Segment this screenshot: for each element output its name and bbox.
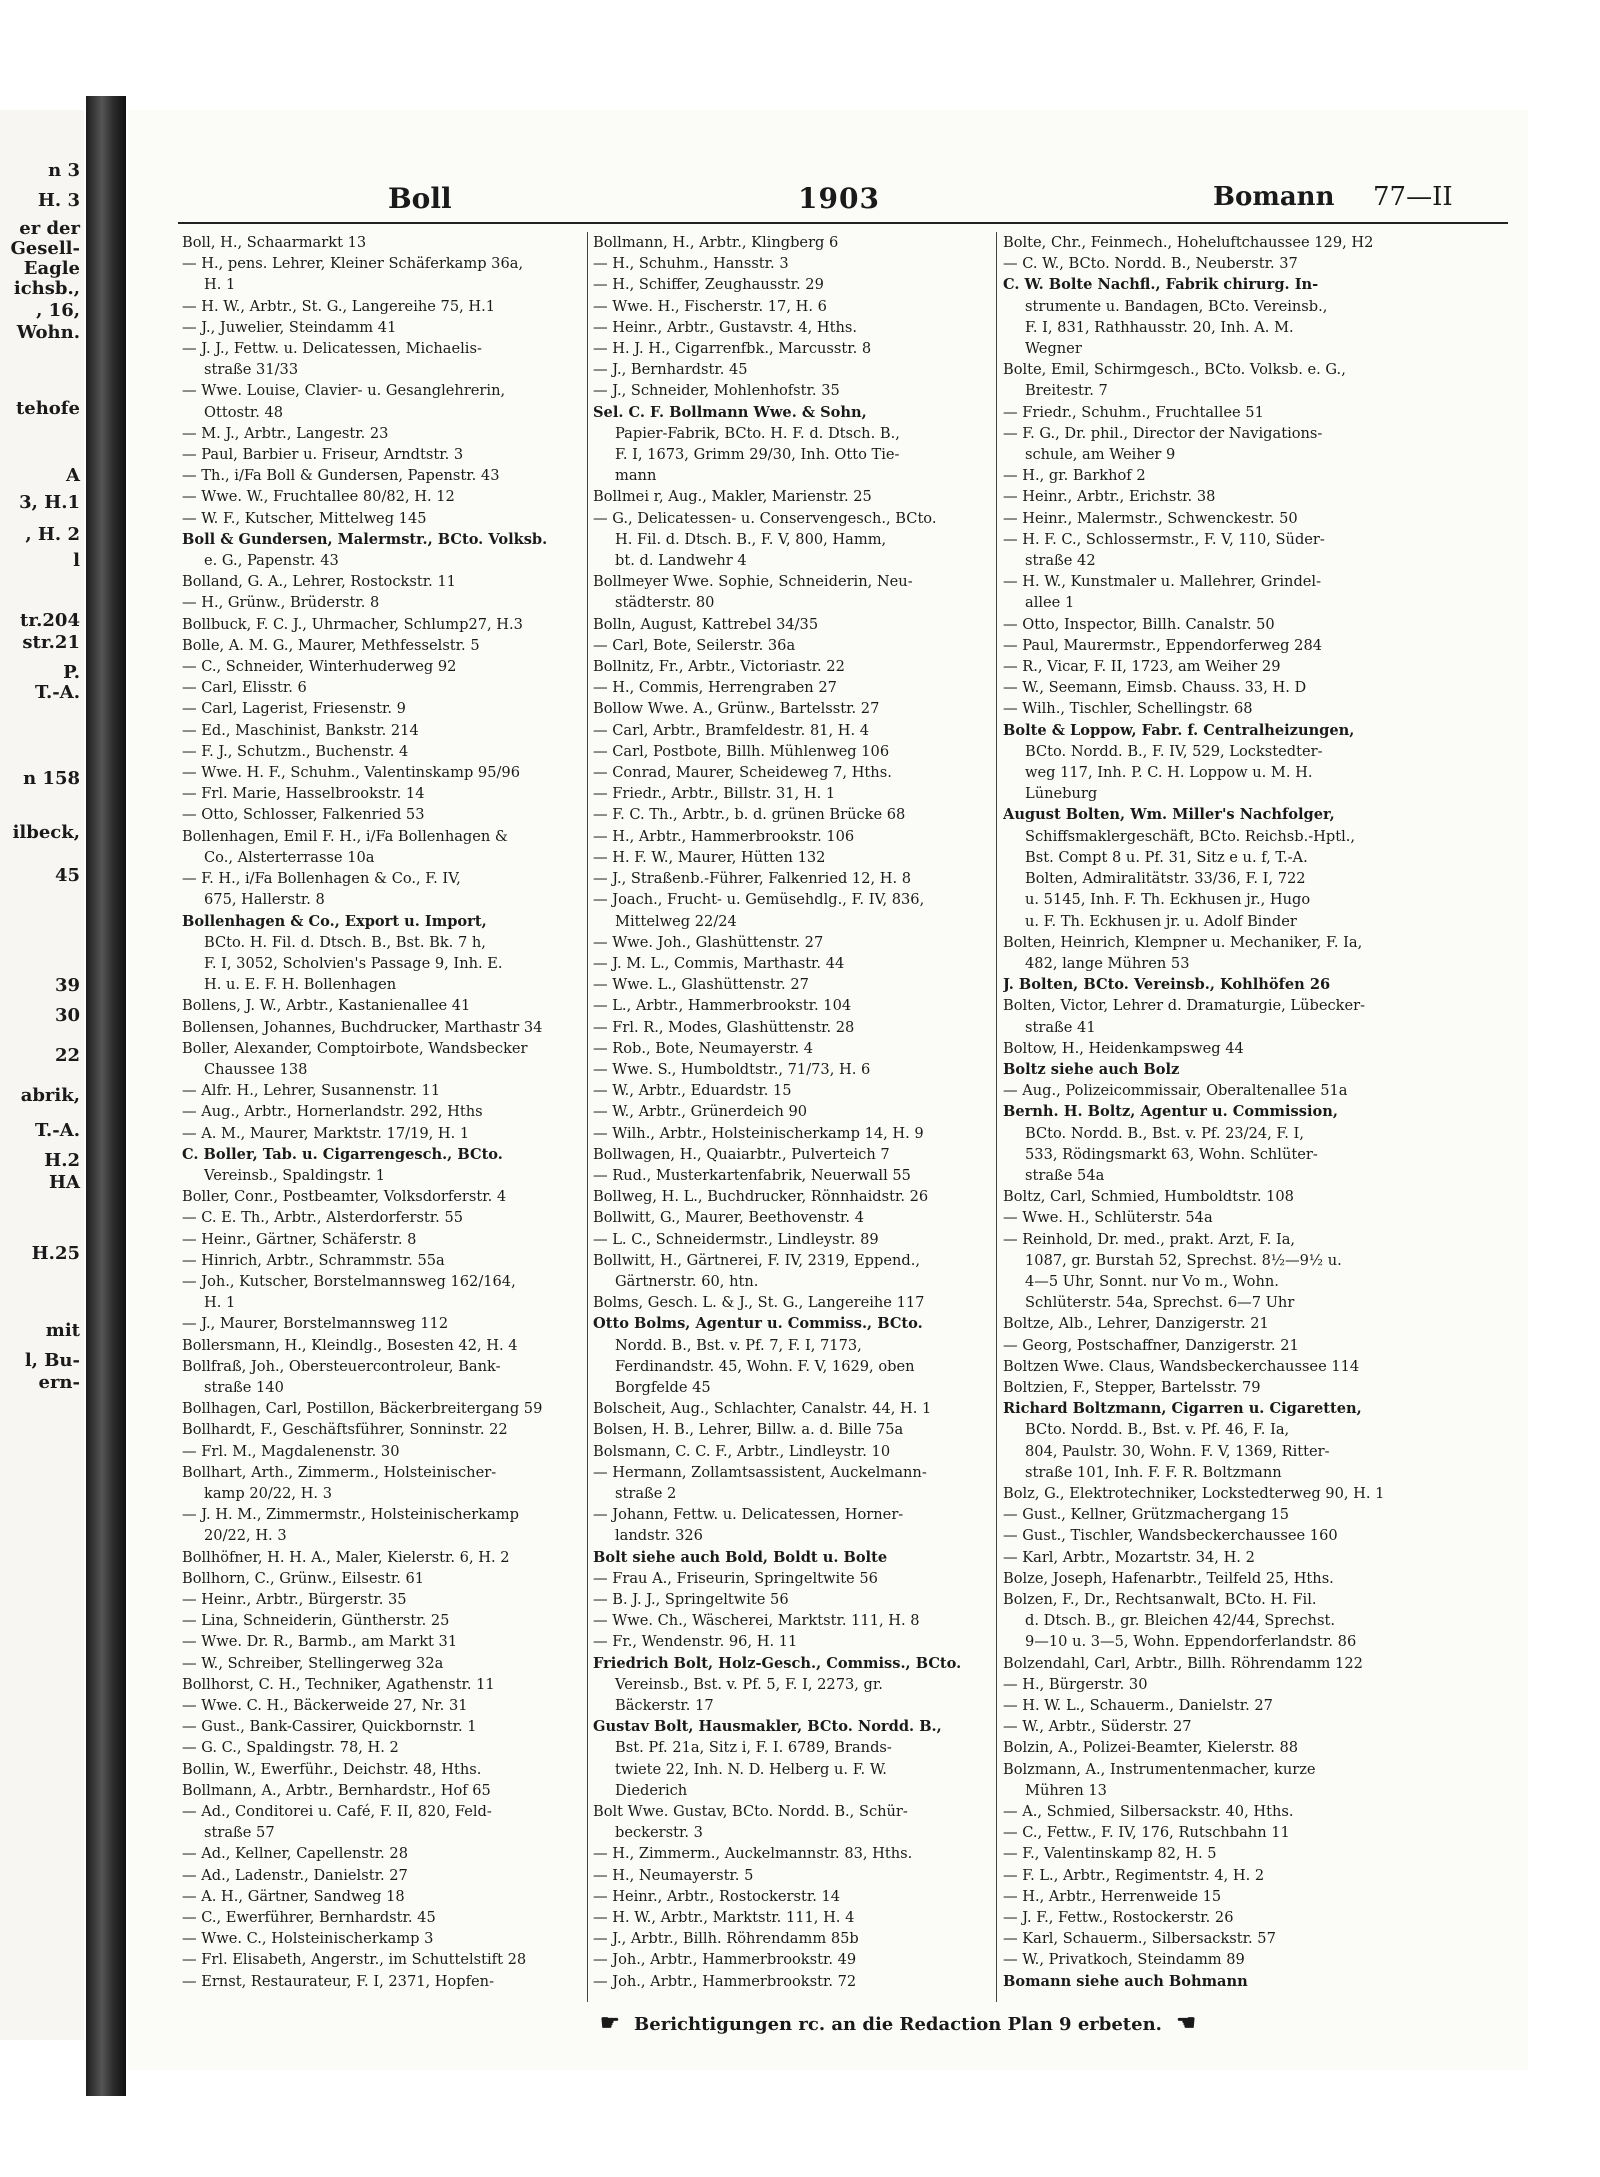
entry-continuation: Mittelweg 22/24 [615, 912, 737, 930]
directory-entry: — H. W., Arbtr., Marktstr. 111, H. 4 [593, 1909, 855, 1927]
entry-continuation: Vereinsb., Spaldingstr. 1 [204, 1166, 386, 1184]
directory-entry: — Paul, Barbier u. Friseur, Arndtstr. 3 [182, 446, 464, 464]
directory-entry: — G. C., Spaldingstr. 78, H. 2 [182, 1739, 399, 1757]
facing-page-text-fragment: Wohn. [16, 322, 80, 343]
directory-entry: — J. J., Fettw. u. Delicatessen, Michaelis- [182, 340, 482, 358]
directory-entry: — Heinr., Arbtr., Rostockerstr. 14 [593, 1887, 841, 1905]
directory-entry: — Gust., Bank-Cassirer, Quickbornstr. 1 [182, 1718, 477, 1736]
directory-column-2 [593, 232, 993, 1992]
directory-entry: Bolten, Victor, Lehrer d. Dramaturgie, Lübecker- [1003, 997, 1366, 1015]
directory-entry: Bollwagen, H., Quaiarbtr., Pulverteich 7 [593, 1145, 890, 1163]
directory-entry: C. Boller, Tab. u. Cigarrengesch., BCto. [182, 1145, 503, 1163]
directory-entry: Bomann siehe auch Bohmann [1003, 1972, 1248, 1990]
facing-page-text-fragment: ilbeck, [12, 822, 80, 843]
entry-continuation: Ottostr. 48 [204, 403, 284, 421]
directory-entry: — Carl, Lagerist, Friesenstr. 9 [182, 700, 406, 718]
directory-entry: Bollwitt, H., Gärtnerei, F. IV, 2319, Eppend., [593, 1251, 921, 1269]
directory-entry: Bolsen, H. B., Lehrer, Billw. a. d. Bille 75a [593, 1421, 904, 1439]
directory-entry: Bolland, G. A., Lehrer, Rostockstr. 11 [182, 573, 456, 591]
directory-entry: Bollin, W., Ewerführ., Deichstr. 48, Hths. [182, 1760, 482, 1778]
directory-entry: — W., Privatkoch, Steindamm 89 [1003, 1951, 1245, 1969]
directory-entry: — J. M. L., Commis, Marthastr. 44 [593, 954, 845, 972]
entry-continuation: mann [615, 467, 657, 485]
entry-continuation: straße 101, Inh. F. F. R. Boltzmann [1025, 1463, 1282, 1481]
entry-continuation: kamp 20/22, H. 3 [204, 1484, 332, 1502]
directory-entry: Bollweg, H. L., Buchdrucker, Rönnhaidstr. 26 [593, 1188, 929, 1206]
directory-entry: Gustav Bolt, Hausmakler, BCto. Nordd. B., [593, 1718, 942, 1736]
directory-entry: — Heinr., Arbtr., Gustavstr. 4, Hths. [593, 318, 858, 336]
header-first-name: Boll [388, 182, 452, 215]
entry-continuation: 20/22, H. 3 [204, 1527, 287, 1545]
directory-entry: — Aug., Arbtr., Hornerlandstr. 292, Hths [182, 1103, 483, 1121]
facing-page-text-fragment: T.-A. [34, 682, 80, 703]
directory-entry: — H. W., Arbtr., St. G., Langereihe 75, H.1 [182, 297, 496, 315]
entry-continuation: Lüneburg [1025, 785, 1098, 803]
directory-entry: — Wwe. Dr. R., Barmb., am Markt 31 [182, 1633, 458, 1651]
header-last-name: Bomann [1213, 182, 1335, 212]
directory-entry: — F., Valentinskamp 82, H. 5 [1003, 1845, 1217, 1863]
directory-entry: Bolten, Heinrich, Klempner u. Mechaniker, F. Ia, [1003, 933, 1363, 951]
directory-entry: — A. H., Gärtner, Sandweg 18 [182, 1887, 405, 1905]
entry-continuation: städterstr. 80 [615, 594, 715, 612]
entry-continuation: bt. d. Landwehr 4 [615, 552, 747, 570]
entry-continuation: straße 31/33 [204, 361, 299, 379]
directory-entry: — Frau A., Friseurin, Springeltwite 56 [593, 1569, 878, 1587]
directory-entry: — Heinr., Gärtner, Schäferstr. 8 [182, 1230, 417, 1248]
directory-entry: — Wwe. C. H., Bäckerweide 27, Nr. 31 [182, 1697, 468, 1715]
entry-continuation: strumente u. Bandagen, BCto. Vereinsb., [1025, 297, 1328, 315]
directory-entry: — Paul, Maurermstr., Eppendorferweg 284 [1003, 636, 1323, 654]
directory-entry: — H., Schuhm., Hansstr. 3 [593, 255, 789, 273]
entry-continuation: H. 1 [204, 276, 236, 294]
directory-entry: — G., Delicatessen- u. Conservengesch., BCto. [593, 509, 937, 527]
directory-entry: — Rob., Bote, Neumayerstr. 4 [593, 1039, 814, 1057]
directory-entry: Bolzen, F., Dr., Rechtsanwalt, BCto. H. Fil. [1003, 1591, 1317, 1608]
entry-continuation: Bäckerstr. 17 [615, 1697, 714, 1715]
directory-entry: — Carl, Arbtr., Bramfeldestr. 81, H. 4 [593, 721, 870, 739]
entry-continuation: Nordd. B., Bst. v. Pf. 7, F. I, 7173, [615, 1336, 862, 1354]
directory-entry: — Karl, Arbtr., Mozartstr. 34, H. 2 [1003, 1548, 1255, 1566]
directory-entry: — H. W. L., Schauerm., Danielstr. 27 [1003, 1697, 1273, 1715]
entry-continuation: Schlüterstr. 54a, Sprechst. 6—7 Uhr [1025, 1294, 1295, 1312]
directory-entry: — Ad., Kellner, Capellenstr. 28 [182, 1845, 408, 1863]
entry-continuation: Chaussee 138 [204, 1060, 308, 1078]
directory-entry: — Wwe. C., Holsteinischerkamp 3 [182, 1930, 434, 1948]
directory-entry: Bollmei r, Aug., Makler, Marienstr. 25 [593, 488, 872, 506]
directory-entry: Bollenhagen & Co., Export u. Import, [182, 912, 487, 930]
entry-continuation: 4—5 Uhr, Sonnt. nur Vo m., Wohn. [1025, 1272, 1279, 1290]
entry-continuation: u. 5145, Inh. F. Th. Eckhusen jr., Hugo [1025, 891, 1311, 909]
directory-entry: — Carl, Postbote, Billh. Mühlenweg 106 [593, 742, 890, 760]
facing-page-text-fragment: H.2 [44, 1150, 80, 1171]
facing-page-text-fragment: l, Bu- [24, 1350, 80, 1371]
facing-page-text-fragment: tr.204 [20, 610, 80, 631]
directory-entry: — C. W., BCto. Nordd. B., Neuberstr. 37 [1003, 255, 1298, 273]
directory-entry: — Heinr., Arbtr., Erichstr. 38 [1003, 488, 1216, 506]
directory-entry: Boltz, Carl, Schmied, Humboldtstr. 108 [1003, 1188, 1294, 1206]
directory-entry: — A. M., Maurer, Marktstr. 17/19, H. 1 [182, 1124, 470, 1142]
directory-entry: — H., gr. Barkhof 2 [1003, 467, 1146, 485]
entry-continuation: twiete 22, Inh. N. D. Helberg u. F. W. [615, 1760, 887, 1778]
directory-entry: — Ed., Maschinist, Bankstr. 214 [182, 721, 419, 739]
entry-continuation: Bst. Pf. 21a, Sitz i, F. I. 6789, Brands- [615, 1739, 892, 1757]
entry-continuation: d. Dtsch. B., gr. Bleichen 42/44, Sprechst. [1025, 1612, 1335, 1630]
directory-entry: Bolms, Gesch. L. & J., St. G., Langereihe 117 [593, 1294, 925, 1312]
directory-entry: Bollnitz, Fr., Arbtr., Victoriastr. 22 [593, 658, 845, 676]
directory-entry: — Frl. M., Magdalenenstr. 30 [182, 1442, 400, 1460]
directory-page [128, 110, 1528, 2070]
directory-entry: Boll & Gundersen, Malermstr., BCto. Volksb. [182, 530, 548, 548]
facing-page-fragment [0, 110, 84, 2040]
entry-continuation: BCto. Nordd. B., Bst. v. Pf. 23/24, F. I, [1025, 1124, 1304, 1142]
directory-entry: — Otto, Inspector, Billh. Canalstr. 50 [1003, 615, 1275, 633]
directory-entry: — L. C., Schneidermstr., Lindleystr. 89 [593, 1230, 879, 1248]
directory-entry: C. W. Bolte Nachfl., Fabrik chirurg. In- [1003, 276, 1319, 294]
entry-continuation: 675, Hallerstr. 8 [204, 891, 325, 909]
directory-entry: — H. F. C., Schlossermstr., F. V, 110, Süder- [1003, 530, 1325, 548]
facing-page-text-fragment: H.25 [31, 1243, 80, 1264]
entry-continuation: Bolten, Admiralitätstr. 33/36, F. I, 722 [1025, 870, 1306, 888]
directory-entry: — Fr., Wendenstr. 96, H. 11 [593, 1633, 798, 1651]
directory-entry: Bolze, Joseph, Hafenarbtr., Teilfeld 25, Hths. [1003, 1569, 1334, 1587]
directory-entry: — W., Seemann, Eimsb. Chauss. 33, H. D [1003, 679, 1307, 697]
pointing-hand-right-icon: ☚ [1176, 2010, 1196, 2036]
directory-column-3 [1003, 232, 1403, 1992]
directory-entry: — H., Neumayerstr. 5 [593, 1866, 754, 1884]
directory-entry: — W., Arbtr., Eduardstr. 15 [593, 1082, 792, 1100]
directory-entry: — Gust., Tischler, Wandsbeckerchaussee 160 [1003, 1527, 1338, 1545]
entry-continuation: straße 57 [204, 1824, 275, 1842]
directory-entry: — F. L., Arbtr., Regimentstr. 4, H. 2 [1003, 1866, 1265, 1884]
entry-continuation: Borgfelde 45 [615, 1378, 711, 1396]
directory-entry: — Hermann, Zollamtsassistent, Auckelmann- [593, 1463, 927, 1481]
facing-page-text-fragment: HA [49, 1172, 80, 1193]
directory-entry: Bollfraß, Joh., Obersteuercontroleur, Bank- [182, 1357, 501, 1375]
directory-column-1 [182, 232, 582, 1992]
entry-continuation: Bst. Compt 8 u. Pf. 31, Sitz e u. f, T.-A. [1025, 848, 1308, 866]
directory-entry: — Ernst, Restaurateur, F. I, 2371, Hopfen- [182, 1972, 495, 1990]
directory-entry: — H., Commis, Herrengraben 27 [593, 679, 837, 697]
directory-entry: August Bolten, Wm. Miller's Nachfolger, [1003, 806, 1335, 824]
entry-continuation: Ferdinandstr. 45, Wohn. F. V, 1629, oben [615, 1357, 915, 1375]
entry-continuation: 1087, gr. Burstah 52, Sprechst. 8½—9½ u. [1025, 1251, 1342, 1269]
entry-continuation: H. 1 [204, 1294, 236, 1312]
directory-entry: Boltz siehe auch Bolz [1003, 1060, 1180, 1078]
facing-page-text-fragment: mit [45, 1320, 80, 1341]
entry-continuation: Wegner [1025, 340, 1082, 358]
entry-continuation: u. F. Th. Eckhusen jr. u. Adolf Binder [1025, 912, 1297, 930]
running-header [178, 182, 1508, 224]
directory-entry: — J., Schneider, Mohlenhofstr. 35 [593, 382, 840, 400]
header-year: 1903 [798, 182, 880, 215]
directory-entry: — Carl, Bote, Seilerstr. 36a [593, 636, 796, 654]
directory-entry: — J. H. M., Zimmermstr., Holsteinischerkamp [182, 1506, 519, 1524]
directory-entry: — H., Bürgerstr. 30 [1003, 1675, 1148, 1693]
directory-entry: Bollmann, H., Arbtr., Klingberg 6 [593, 234, 839, 251]
directory-entry: Bollensen, Johannes, Buchdrucker, Marthastr 34 [182, 1018, 543, 1036]
facing-page-text-fragment: n 158 [23, 768, 80, 789]
directory-entry: — Wilh., Arbtr., Holsteinischerkamp 14, H. 9 [593, 1124, 924, 1142]
directory-entry: — Reinhold, Dr. med., prakt. Arzt, F. Ia, [1003, 1230, 1296, 1248]
facing-page-text-fragment: abrik, [20, 1085, 80, 1106]
directory-entry: — C., Schneider, Winterhuderweg 92 [182, 658, 457, 676]
directory-entry: — J., Straßenb.-Führer, Falkenried 12, H. 8 [593, 870, 912, 888]
directory-entry: — Rud., Musterkartenfabrik, Neuerwall 55 [593, 1166, 911, 1184]
facing-page-text-fragment: H. 3 [37, 190, 80, 211]
directory-entry: Bolte, Chr., Feinmech., Hoheluftchaussee 129, H2 [1003, 234, 1374, 251]
directory-entry: Boller, Conr., Postbeamter, Volksdorferstr. 4 [182, 1188, 507, 1206]
facing-page-text-fragment: , 16, [36, 300, 80, 321]
directory-entry: Friedrich Bolt, Holz-Gesch., Commiss., BCto. [593, 1654, 962, 1672]
directory-entry: Bollenhagen, Emil F. H., i/Fa Bollenhagen & [182, 827, 508, 845]
directory-entry: — H. W., Kunstmaler u. Mallehrer, Grindel- [1003, 573, 1322, 591]
facing-page-text-fragment: , H. 2 [25, 524, 80, 545]
facing-page-text-fragment: 30 [54, 1005, 80, 1026]
column-divider [587, 232, 588, 2002]
directory-entry: Bolscheit, Aug., Schlachter, Canalstr. 44, H. 1 [593, 1400, 932, 1418]
directory-entry: Bolzmann, A., Instrumentenmacher, kurze [1003, 1760, 1316, 1778]
entry-continuation: Schiffsmaklergeschäft, BCto. Reichsb.-Hptl., [1025, 827, 1356, 845]
entry-continuation: F. I, 1673, Grimm 29/30, Inh. Otto Tie- [615, 446, 900, 464]
entry-continuation: F. I, 3052, Scholvien's Passage 9, Inh. E. [204, 954, 503, 972]
entry-continuation: Diederich [615, 1781, 688, 1799]
directory-entry: Bollhagen, Carl, Postillon, Bäckerbreitergang 59 [182, 1400, 543, 1418]
directory-entry: — J., Juwelier, Steindamm 41 [182, 318, 397, 336]
facing-page-text-fragment: tehofe [15, 398, 80, 419]
entry-continuation: straße 140 [204, 1378, 284, 1396]
facing-page-text-fragment: Gesell- [10, 238, 80, 259]
directory-entry: Bolln, August, Kattrebel 34/35 [593, 615, 819, 633]
directory-entry: — R., Vicar, F. II, 1723, am Weiher 29 [1003, 658, 1281, 676]
facing-page-text-fragment: ichsb., [13, 278, 80, 299]
entry-continuation: straße 42 [1025, 552, 1096, 570]
directory-entry: — Heinr., Arbtr., Bürgerstr. 35 [182, 1591, 407, 1608]
directory-entry: — J., Maurer, Borstelmannsweg 112 [182, 1315, 449, 1333]
directory-entry: — Frl. R., Modes, Glashüttenstr. 28 [593, 1018, 855, 1036]
directory-entry: — Wwe. H., Fischerstr. 17, H. 6 [593, 297, 827, 315]
directory-entry: — Joh., Arbtr., Hammerbrookstr. 72 [593, 1972, 857, 1990]
facing-page-text-fragment: n 3 [48, 160, 80, 181]
directory-entry: — H., pens. Lehrer, Kleiner Schäferkamp 36a, [182, 255, 524, 273]
directory-entry: Bollwitt, G., Maurer, Beethovenstr. 4 [593, 1209, 864, 1227]
directory-entry: Bollhardt, F., Geschäftsführer, Sonninstr. 22 [182, 1421, 508, 1439]
directory-entry: — Lina, Schneiderin, Güntherstr. 25 [182, 1612, 450, 1630]
entry-continuation: 9—10 u. 3—5, Wohn. Eppendorferlandstr. 86 [1025, 1633, 1357, 1651]
directory-entry: Boltzien, F., Stepper, Bartelsstr. 79 [1003, 1378, 1261, 1396]
directory-entry: — Georg, Postschaffner, Danzigerstr. 21 [1003, 1336, 1299, 1354]
directory-entry: Bollhart, Arth., Zimmerm., Holsteinischer- [182, 1463, 497, 1481]
facing-page-text-fragment: 3, H.1 [19, 492, 80, 513]
directory-entry: Boll, H., Schaarmarkt 13 [182, 234, 367, 251]
facing-page-text-fragment: l [73, 550, 80, 571]
directory-entry: — L., Arbtr., Hammerbrookstr. 104 [593, 997, 852, 1015]
entry-continuation: 533, Rödingsmarkt 63, Wohn. Schlüter- [1025, 1145, 1318, 1163]
directory-entry: — H., Grünw., Brüderstr. 8 [182, 594, 380, 612]
directory-entry: — J. F., Fettw., Rostockerstr. 26 [1003, 1909, 1234, 1927]
entry-continuation: 804, Paulstr. 30, Wohn. F. V, 1369, Ritter- [1025, 1442, 1330, 1460]
entry-continuation: Gärtnerstr. 60, htn. [615, 1272, 759, 1290]
column-divider [996, 232, 997, 2002]
directory-entry: — Joh., Arbtr., Hammerbrookstr. 49 [593, 1951, 857, 1969]
directory-entry: Boltzen Wwe. Claus, Wandsbeckerchaussee 114 [1003, 1357, 1360, 1375]
entry-continuation: F. I, 831, Rathhausstr. 20, Inh. A. M. [1025, 318, 1294, 336]
directory-entry: — J., Bernhardstr. 45 [593, 361, 748, 379]
directory-entry: Bollbuck, F. C. J., Uhrmacher, Schlump27, H.3 [182, 615, 523, 633]
directory-entry: — Th., i/Fa Boll & Gundersen, Papenstr. 43 [182, 467, 500, 485]
directory-entry: — Otto, Schlosser, Falkenried 53 [182, 806, 425, 824]
directory-entry: — W., Arbtr., Süderstr. 27 [1003, 1718, 1192, 1736]
directory-entry: — Hinrich, Arbtr., Schrammstr. 55a [182, 1251, 445, 1269]
directory-entry: Bolle, A. M. G., Maurer, Methfesselstr. 5 [182, 636, 480, 654]
directory-entry: Bollmann, A., Arbtr., Bernhardstr., Hof 65 [182, 1781, 491, 1799]
entry-continuation: Co., Alsterterrasse 10a [204, 848, 375, 866]
entry-continuation: BCto. Nordd. B., F. IV, 529, Lockstedter- [1025, 742, 1323, 760]
entry-continuation: Vereinsb., Bst. v. Pf. 5, F. I, 2273, gr. [615, 1675, 883, 1693]
directory-entry: Bollow Wwe. A., Grünw., Bartelsstr. 27 [593, 700, 880, 718]
directory-entry: Boltze, Alb., Lehrer, Danzigerstr. 21 [1003, 1315, 1269, 1333]
directory-entry: — Wwe. Joh., Glashüttenstr. 27 [593, 933, 824, 951]
entry-continuation: Breitestr. 7 [1025, 382, 1108, 400]
entry-continuation: e. G., Papenstr. 43 [204, 552, 339, 570]
directory-entry: Bernh. H. Boltz, Agentur u. Commission, [1003, 1103, 1338, 1121]
directory-entry: — C. E. Th., Arbtr., Alsterdorferstr. 55 [182, 1209, 464, 1227]
entry-continuation: schule, am Weiher 9 [1025, 446, 1176, 464]
directory-entry: — Gust., Kellner, Grützmachergang 15 [1003, 1506, 1290, 1524]
directory-entry: Bollersmann, H., Kleindlg., Bosesten 42, H. 4 [182, 1336, 518, 1354]
facing-page-text-fragment: er der [19, 218, 80, 239]
directory-entry: Bolte & Loppow, Fabr. f. Centralheizungen, [1003, 721, 1355, 739]
entry-continuation: straße 2 [615, 1484, 677, 1502]
directory-entry: J. Bolten, BCto. Vereinsb., Kohlhöfen 26 [1003, 976, 1331, 994]
footer-text: Berichtigungen rc. an die Redaction Plan 9 erbeten. [634, 2014, 1162, 2035]
facing-page-text-fragment: T.-A. [34, 1120, 80, 1141]
directory-entry: Boltow, H., Heidenkampsweg 44 [1003, 1039, 1244, 1057]
directory-entry: — Carl, Elisstr. 6 [182, 679, 307, 697]
directory-entry: — Wwe. Ch., Wäscherei, Marktstr. 111, H. 8 [593, 1612, 920, 1630]
directory-entry: — Wwe. S., Humboldtstr., 71/73, H. 6 [593, 1060, 871, 1078]
directory-entry: — F. J., Schutzm., Buchenstr. 4 [182, 742, 409, 760]
entry-continuation: straße 54a [1025, 1166, 1105, 1184]
directory-entry: — Friedr., Arbtr., Billstr. 31, H. 1 [593, 785, 836, 803]
facing-page-text-fragment: str.21 [22, 632, 80, 653]
facing-page-text-fragment: 39 [54, 975, 80, 996]
directory-entry: Bolz, G., Elektrotechniker, Lockstedterweg 90, H. 1 [1003, 1484, 1385, 1502]
directory-entry: Bolsmann, C. C. F., Arbtr., Lindleystr. 10 [593, 1442, 891, 1460]
directory-entry: Bollhorst, C. H., Techniker, Agathenstr. 11 [182, 1675, 495, 1693]
directory-entry: — Aug., Polizeicommissair, Oberaltenallee 51a [1003, 1082, 1348, 1100]
entry-continuation: beckerstr. 3 [615, 1824, 703, 1842]
entry-continuation: BCto. Nordd. B., Bst. v. Pf. 46, F. Ia, [1025, 1421, 1290, 1439]
book-gutter [86, 96, 126, 2096]
directory-entry: — Wwe. H. F., Schuhm., Valentinskamp 95/96 [182, 764, 520, 782]
directory-entry: — Joach., Frucht- u. Gemüsehdlg., F. IV, 836, [593, 891, 925, 909]
directory-entry: Bollhöfner, H. H. A., Maler, Kielerstr. 6, H. 2 [182, 1548, 510, 1566]
directory-entry: — Ad., Ladenstr., Danielstr. 27 [182, 1866, 408, 1884]
directory-entry: — Frl. Marie, Hasselbrookstr. 14 [182, 785, 425, 803]
directory-entry: Boller, Alexander, Comptoirbote, Wandsbecker [182, 1039, 528, 1057]
entry-continuation: Papier-Fabrik, BCto. H. F. d. Dtsch. B., [615, 424, 900, 442]
entry-continuation: 482, lange Mühren 53 [1025, 954, 1190, 972]
directory-entry: — Heinr., Malermstr., Schwenckestr. 50 [1003, 509, 1298, 527]
entry-continuation: weg 117, Inh. P. C. H. Loppow u. M. H. [1025, 764, 1313, 782]
footer-notice [348, 2010, 1448, 2036]
directory-entry: — Friedr., Schuhm., Fruchtallee 51 [1003, 403, 1264, 421]
directory-entry: — H. J. H., Cigarrenfbk., Marcusstr. 8 [593, 340, 872, 358]
facing-page-text-fragment: 45 [54, 865, 80, 886]
directory-entry: — Frl. Elisabeth, Angerstr., im Schuttelstift 28 [182, 1951, 527, 1969]
directory-entry: Bollens, J. W., Arbtr., Kastanienallee 41 [182, 997, 471, 1015]
directory-entry: — F. G., Dr. phil., Director der Navigations- [1003, 424, 1323, 442]
directory-entry: — C., Ewerführer, Bernhardstr. 45 [182, 1909, 436, 1927]
directory-entry: — Conrad, Maurer, Scheideweg 7, Hths. [593, 764, 892, 782]
directory-entry: — M. J., Arbtr., Langestr. 23 [182, 424, 389, 442]
directory-entry: Otto Bolms, Agentur u. Commiss., BCto. [593, 1315, 923, 1333]
entry-continuation: allee 1 [1025, 594, 1075, 612]
directory-entry: — Wwe. W., Fruchtallee 80/82, H. 12 [182, 488, 455, 506]
directory-entry: — W., Schreiber, Stellingerweg 32a [182, 1654, 444, 1672]
pointing-hand-left-icon: ☛ [600, 2010, 620, 2036]
directory-entry: — Johann, Fettw. u. Delicatessen, Horner- [593, 1506, 904, 1524]
entry-continuation: BCto. H. Fil. d. Dtsch. B., Bst. Bk. 7 h, [204, 933, 486, 951]
directory-entry: — Karl, Schauerm., Silbersackstr. 57 [1003, 1930, 1276, 1948]
directory-entry: — H. F. W., Maurer, Hütten 132 [593, 848, 826, 866]
directory-entry: — Ad., Conditorei u. Café, F. II, 820, Feld- [182, 1803, 492, 1821]
facing-page-text-fragment: ern- [38, 1372, 80, 1393]
directory-entry: Bolzendahl, Carl, Arbtr., Billh. Röhrendamm 122 [1003, 1654, 1363, 1672]
facing-page-text-fragment: A [66, 465, 80, 486]
directory-entry: — F. C. Th., Arbtr., b. d. grünen Brücke 68 [593, 806, 906, 824]
directory-entry: — Wwe. Louise, Clavier- u. Gesanglehrerin, [182, 382, 506, 400]
directory-entry: — H., Schiffer, Zeughausstr. 29 [593, 276, 824, 294]
directory-entry: — A., Schmied, Silbersackstr. 40, Hths. [1003, 1803, 1294, 1821]
facing-page-text-fragment: Eagle [23, 258, 80, 279]
directory-entry: Richard Boltzmann, Cigarren u. Cigaretten, [1003, 1400, 1362, 1418]
directory-entry: Bollmeyer Wwe. Sophie, Schneiderin, Neu- [593, 573, 913, 591]
directory-entry: — W., Arbtr., Grünerdeich 90 [593, 1103, 808, 1121]
entry-continuation: straße 41 [1025, 1018, 1096, 1036]
facing-page-text-fragment: 22 [54, 1045, 80, 1066]
directory-entry: — Wwe. H., Schlüterstr. 54a [1003, 1209, 1213, 1227]
directory-entry: Bolte, Emil, Schirmgesch., BCto. Volksb. e. G., [1003, 361, 1346, 379]
page-number: 77—II [1373, 182, 1453, 212]
directory-entry: — J., Arbtr., Billh. Röhrendamm 85b [593, 1930, 859, 1948]
directory-entry: — H., Arbtr., Hammerbrookstr. 106 [593, 827, 855, 845]
entry-continuation: H. Fil. d. Dtsch. B., F. V, 800, Hamm, [615, 530, 887, 548]
directory-entry: — B. J. J., Springeltwite 56 [593, 1591, 789, 1608]
directory-entry: — Alfr. H., Lehrer, Susannenstr. 11 [182, 1082, 441, 1100]
entry-continuation: landstr. 326 [615, 1527, 703, 1545]
directory-entry: Bolt Wwe. Gustav, BCto. Nordd. B., Schür- [593, 1803, 908, 1821]
facing-page-text-fragment: P. [63, 662, 80, 683]
directory-entry: Bolzin, A., Polizei-Beamter, Kielerstr. 88 [1003, 1739, 1299, 1757]
directory-entry: — Joh., Kutscher, Borstelmannsweg 162/164, [182, 1272, 516, 1290]
directory-entry: — Wwe. L., Glashüttenstr. 27 [593, 976, 809, 994]
directory-entry: — C., Fettw., F. IV, 176, Rutschbahn 11 [1003, 1824, 1290, 1842]
directory-entry: — F. H., i/Fa Bollenhagen & Co., F. IV, [182, 870, 461, 888]
directory-entry: Sel. C. F. Bollmann Wwe. & Sohn, [593, 403, 867, 421]
directory-entry: — W. F., Kutscher, Mittelweg 145 [182, 509, 427, 527]
directory-entry: — H., Arbtr., Herrenweide 15 [1003, 1887, 1222, 1905]
directory-entry: Bolt siehe auch Bold, Boldt u. Bolte [593, 1548, 888, 1566]
entry-continuation: Mühren 13 [1025, 1781, 1107, 1799]
directory-entry: — H., Zimmerm., Auckelmannstr. 83, Hths. [593, 1845, 913, 1863]
directory-entry: Bollhorn, C., Grünw., Eilsestr. 61 [182, 1569, 425, 1587]
entry-continuation: H. u. E. F. H. Bollenhagen [204, 976, 397, 994]
directory-entry: — Wilh., Tischler, Schellingstr. 68 [1003, 700, 1253, 718]
